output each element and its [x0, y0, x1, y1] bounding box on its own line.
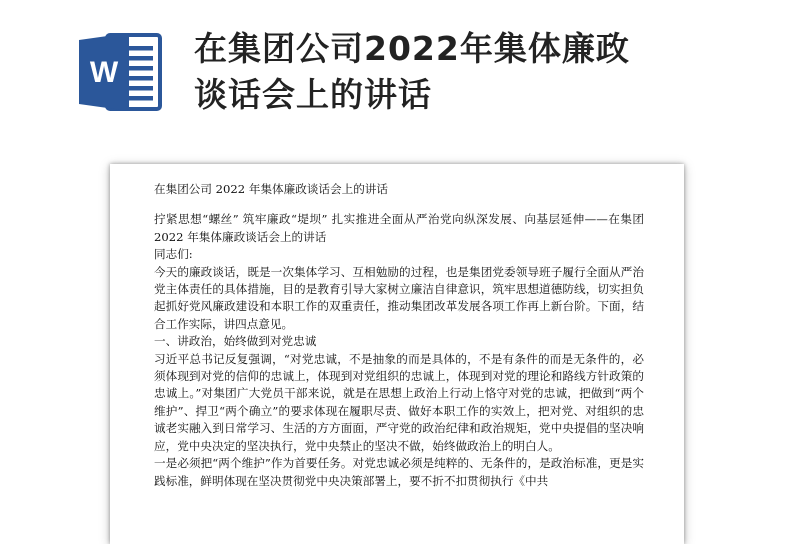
document-paragraph: 习近平总书记反复强调，“对党忠诚，不是抽象的而是具体的，不是有条件的而是无条件的，必须体现到对党的信仰的忠诚上，体现到对党组织的忠诚上，体现到对党的理论和路线方针政策的忠诚上。”对集团广大党员干部来说，就是在思想上政治上行动上恪守对党的忠诚，把做到“两个维护”、捍卫“两个确立”的要求体现在履职尽责、做好本职工作的实效上，把对党、对组织的忠诚老实融入到日常学习、生活的方方面面，严守党的政治纪律和政治规矩，党中央提倡的坚决响应，党中央决定的坚决执行，党中央禁止的坚决不做，始终做政治上的明白人。	[154, 351, 644, 453]
word-document-icon	[77, 31, 163, 113]
document-paragraph: 今天的廉政谈话，既是一次集体学习、互相勉励的过程，也是集团党委领导班子履行全面从严治党主体责任的具体措施，目的是教育引导大家树立廉洁自律意识，筑牢思想道德防线，切实担负起抓好党风廉政建设和本职工作的双重责任，推动集团改革发展各项工作再上新台阶。下面，结合工作实际，讲四点意见。	[154, 264, 644, 331]
document-body	[154, 181, 644, 490]
document-paragraph: 一是必须把“两个维护”作为首要任务。对党忠诚必须是纯粹的、无条件的，是政治标准，更是实践标准，鲜明体现在坚决贯彻党中央决策部署上，要不折不扣贯彻执行《中共	[154, 456, 644, 488]
page-title	[194, 26, 630, 118]
page-title-line-2: 谈话会上的讲话	[194, 75, 432, 114]
word-icon-letter: W	[89, 56, 119, 89]
document-subtitle: 拧紧思想“螺丝” 筑牢廉政“堤坝” 扎实推进全面从严治党向纵深发展、向基层延伸——在集团 2022 年集体廉政谈话会上的讲话	[154, 212, 644, 244]
page-title-line-1: 在集团公司2022年集体廉政	[194, 29, 630, 68]
document-page	[110, 164, 684, 544]
document-greeting: 同志们:	[154, 247, 193, 262]
document-header-line: 在集团公司 2022 年集体廉政谈话会上的讲话	[154, 182, 388, 196]
document-section-heading: 一、讲政治，始终做到对党忠诚	[154, 334, 317, 349]
